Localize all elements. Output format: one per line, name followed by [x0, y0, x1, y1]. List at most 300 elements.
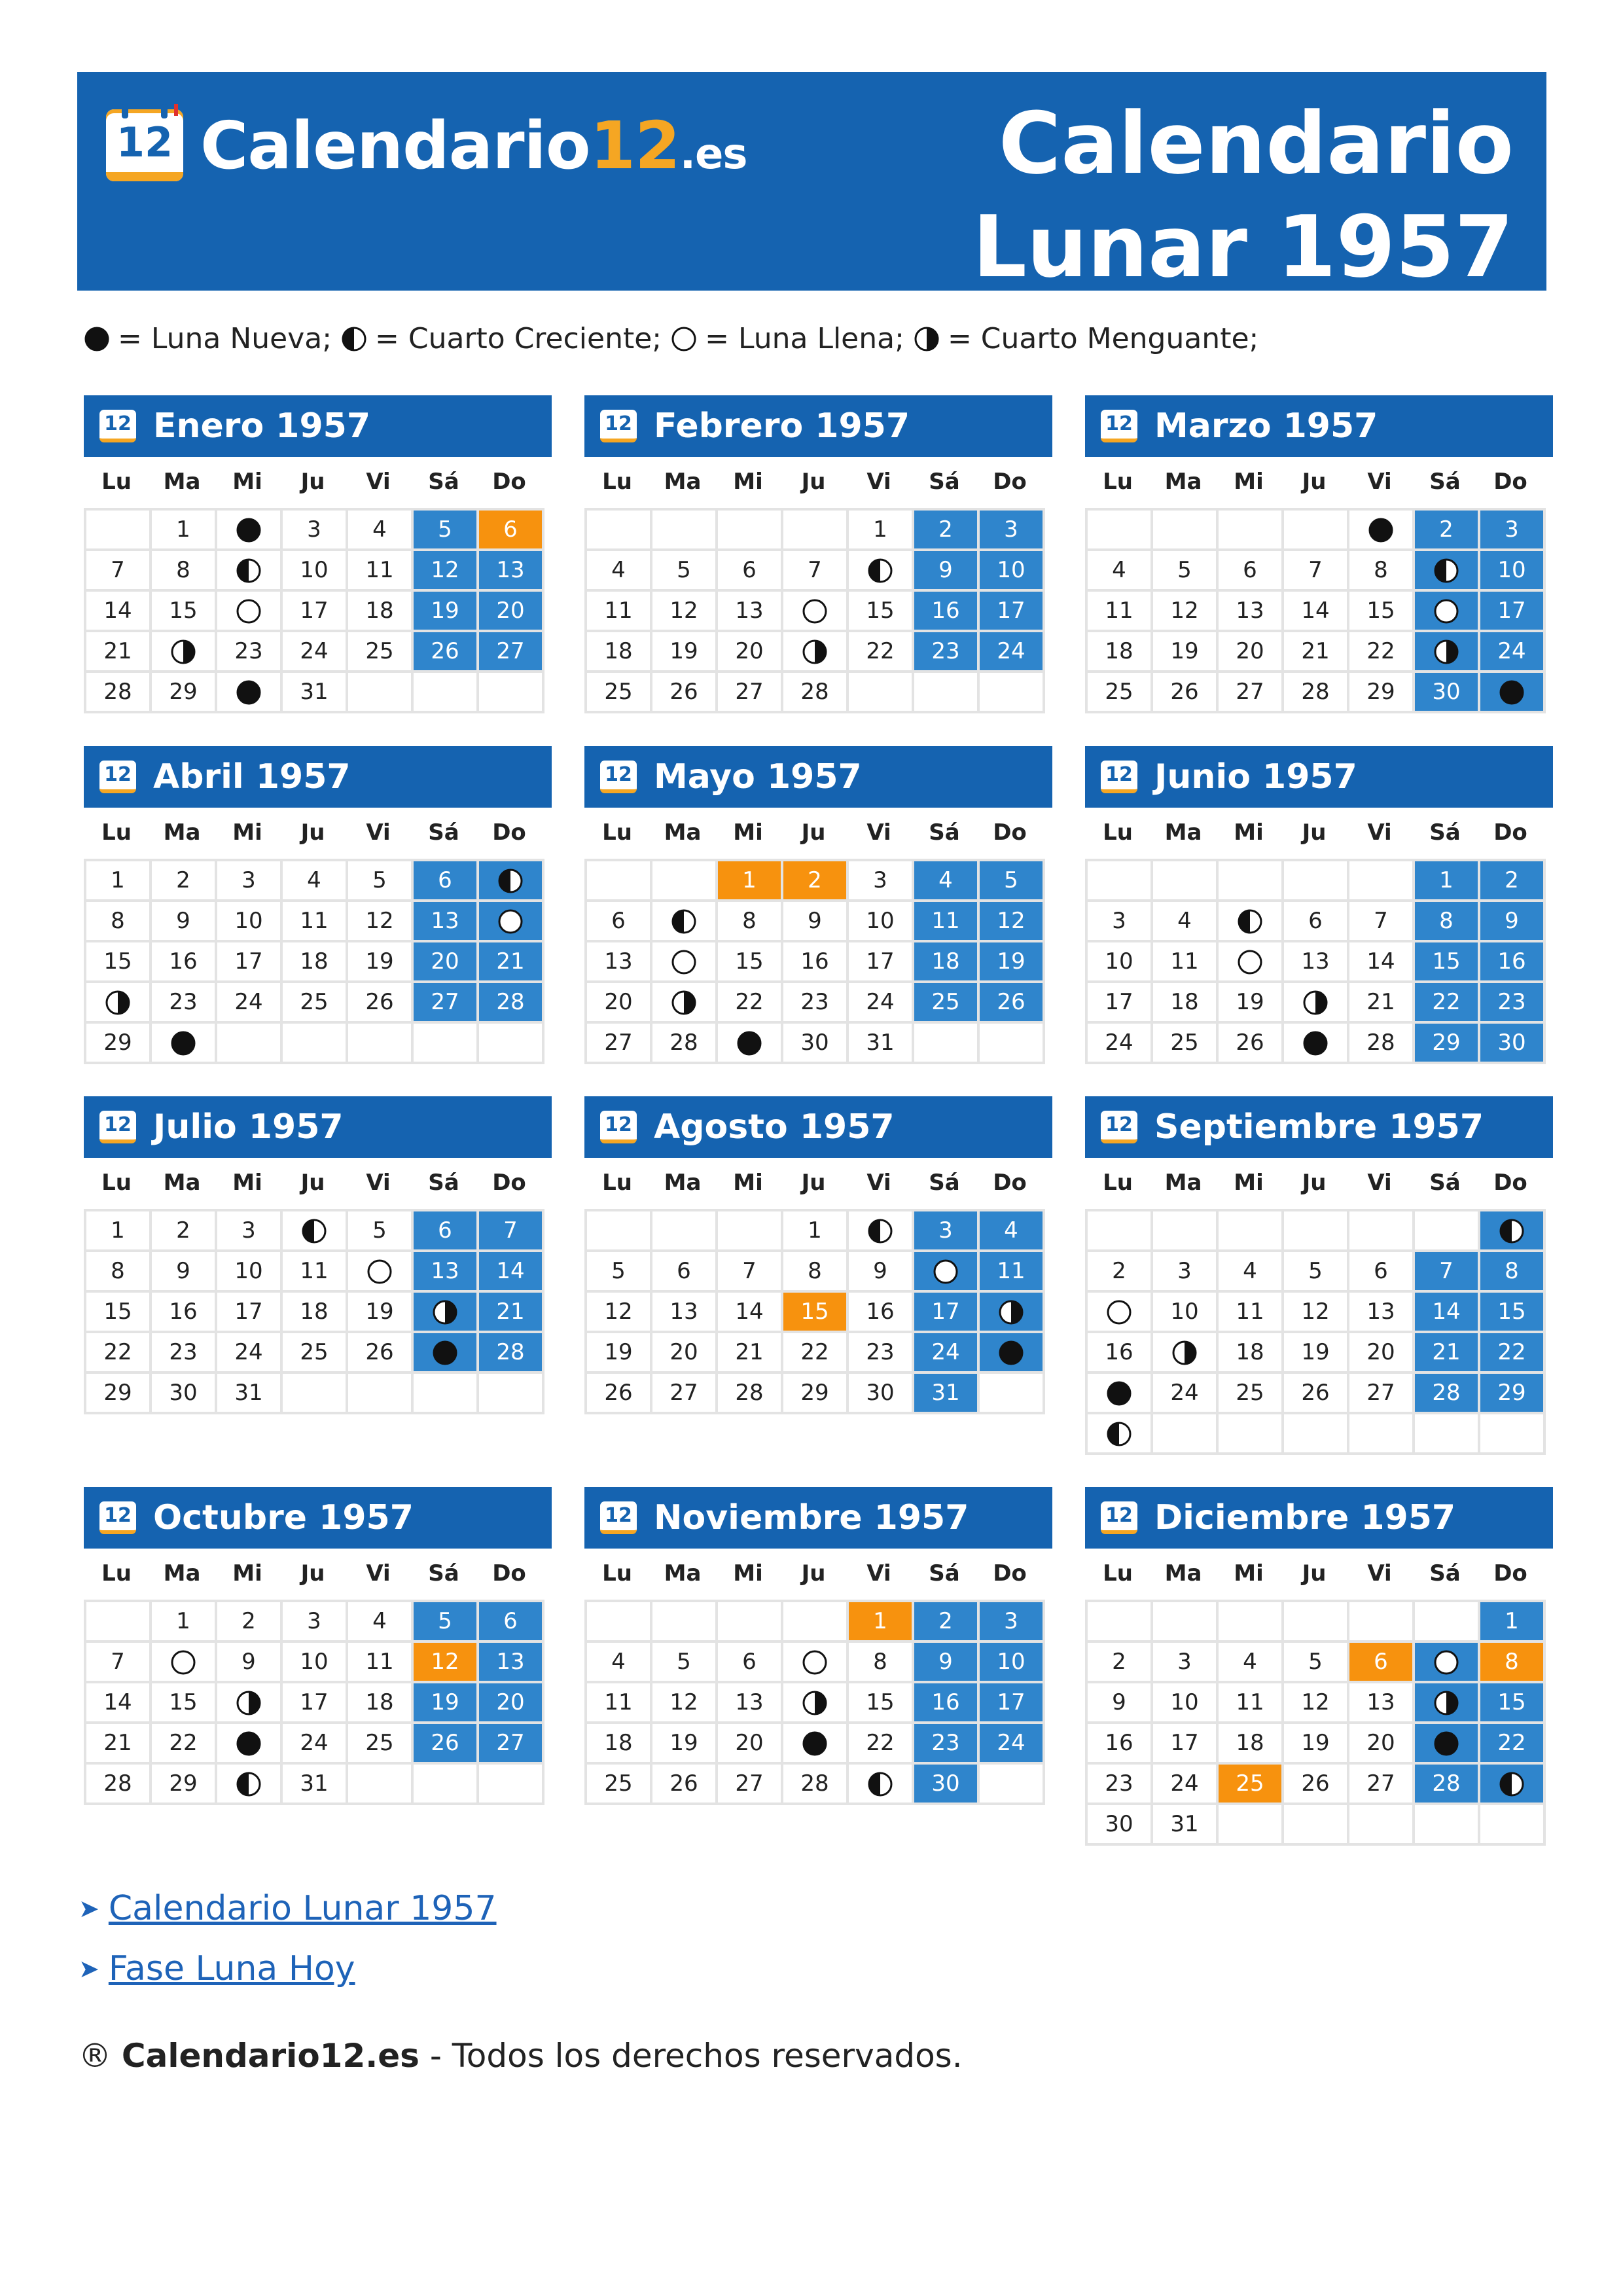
day-cell[interactable]: 2 [216, 1601, 281, 1641]
day-cell[interactable]: 22 [1348, 631, 1414, 672]
day-cell[interactable]: 10 [1479, 550, 1544, 590]
day-cell[interactable]: 19 [1217, 982, 1283, 1022]
day-cell[interactable]: 25 [913, 982, 978, 1022]
day-cell[interactable]: 11 [913, 901, 978, 941]
day-cell[interactable]: 6 [717, 550, 782, 590]
day-cell[interactable]: 17 [281, 1682, 347, 1723]
day-cell[interactable]: 25 [281, 1332, 347, 1372]
site-logo[interactable] [106, 106, 747, 185]
day-cell[interactable]: 10 [216, 901, 281, 941]
day-cell[interactable]: 28 [85, 672, 151, 712]
day-cell[interactable]: 25 [1217, 1763, 1283, 1804]
day-cell[interactable]: 22 [85, 1332, 151, 1372]
day-cell[interactable]: 31 [281, 1763, 347, 1804]
day-cell[interactable]: 15 [847, 590, 913, 631]
day-cell[interactable]: 14 [85, 1682, 151, 1723]
day-cell[interactable]: 10 [281, 1641, 347, 1682]
day-cell[interactable]: 9 [151, 1251, 216, 1291]
day-cell[interactable]: 6 [717, 1641, 782, 1682]
day-cell[interactable]: 18 [1152, 982, 1217, 1022]
day-cell[interactable] [782, 631, 847, 672]
day-cell[interactable] [717, 1022, 782, 1063]
day-cell[interactable]: 27 [1348, 1763, 1414, 1804]
day-cell[interactable] [782, 590, 847, 631]
day-cell[interactable]: 14 [1414, 1291, 1479, 1332]
day-cell[interactable]: 10 [847, 901, 913, 941]
day-cell[interactable] [1086, 1291, 1152, 1332]
day-cell[interactable]: 9 [847, 1251, 913, 1291]
day-cell[interactable]: 19 [412, 590, 478, 631]
day-cell[interactable]: 3 [216, 860, 281, 901]
day-cell[interactable]: 21 [85, 1723, 151, 1763]
day-cell[interactable]: 13 [651, 1291, 717, 1332]
day-cell[interactable]: 20 [651, 1332, 717, 1372]
day-cell[interactable]: 9 [216, 1641, 281, 1682]
day-cell[interactable]: 11 [586, 590, 651, 631]
day-cell[interactable]: 6 [478, 509, 543, 550]
day-cell[interactable] [1283, 982, 1348, 1022]
day-cell[interactable]: 5 [978, 860, 1044, 901]
day-cell[interactable]: 10 [1152, 1291, 1217, 1332]
day-cell[interactable]: 16 [913, 590, 978, 631]
day-cell[interactable]: 18 [586, 631, 651, 672]
day-cell[interactable]: 4 [1217, 1251, 1283, 1291]
day-cell[interactable]: 15 [1348, 590, 1414, 631]
day-cell[interactable]: 13 [412, 901, 478, 941]
day-cell[interactable] [1086, 1413, 1152, 1454]
day-cell[interactable]: 21 [478, 941, 543, 982]
day-cell[interactable]: 19 [412, 1682, 478, 1723]
day-cell[interactable] [1479, 1210, 1544, 1251]
day-cell[interactable]: 27 [717, 672, 782, 712]
day-cell[interactable]: 18 [1217, 1332, 1283, 1372]
day-cell[interactable] [1414, 590, 1479, 631]
day-cell[interactable]: 13 [1217, 590, 1283, 631]
day-cell[interactable]: 31 [281, 672, 347, 712]
day-cell[interactable]: 2 [151, 1210, 216, 1251]
day-cell[interactable]: 28 [782, 1763, 847, 1804]
day-cell[interactable] [1414, 1682, 1479, 1723]
day-cell[interactable]: 20 [1348, 1332, 1414, 1372]
day-cell[interactable]: 28 [1414, 1763, 1479, 1804]
day-cell[interactable]: 23 [1086, 1763, 1152, 1804]
day-cell[interactable]: 16 [913, 1682, 978, 1723]
day-cell[interactable]: 16 [151, 1291, 216, 1332]
day-cell[interactable]: 17 [847, 941, 913, 982]
day-cell[interactable]: 26 [1217, 1022, 1283, 1063]
day-cell[interactable]: 17 [216, 1291, 281, 1332]
day-cell[interactable]: 19 [1283, 1332, 1348, 1372]
day-cell[interactable]: 13 [478, 1641, 543, 1682]
day-cell[interactable]: 12 [1283, 1682, 1348, 1723]
day-cell[interactable]: 24 [978, 1723, 1044, 1763]
day-cell[interactable]: 7 [717, 1251, 782, 1291]
day-cell[interactable] [216, 672, 281, 712]
day-cell[interactable]: 23 [847, 1332, 913, 1372]
day-cell[interactable]: 4 [586, 550, 651, 590]
day-cell[interactable]: 4 [281, 860, 347, 901]
day-cell[interactable]: 12 [651, 590, 717, 631]
day-cell[interactable]: 5 [412, 1601, 478, 1641]
day-cell[interactable]: 14 [717, 1291, 782, 1332]
day-cell[interactable] [1414, 1641, 1479, 1682]
day-cell[interactable]: 18 [281, 941, 347, 982]
day-cell[interactable]: 11 [1086, 590, 1152, 631]
day-cell[interactable]: 12 [1152, 590, 1217, 631]
day-cell[interactable]: 26 [1283, 1372, 1348, 1413]
day-cell[interactable]: 24 [216, 982, 281, 1022]
day-cell[interactable]: 3 [1152, 1641, 1217, 1682]
day-cell[interactable]: 21 [1414, 1332, 1479, 1372]
day-cell[interactable] [412, 1291, 478, 1332]
day-cell[interactable]: 1 [782, 1210, 847, 1251]
day-cell[interactable]: 26 [586, 1372, 651, 1413]
day-cell[interactable]: 21 [1348, 982, 1414, 1022]
day-cell[interactable]: 17 [1479, 590, 1544, 631]
day-cell[interactable]: 17 [216, 941, 281, 982]
day-cell[interactable]: 8 [151, 550, 216, 590]
day-cell[interactable]: 6 [1348, 1641, 1414, 1682]
day-cell[interactable]: 30 [782, 1022, 847, 1063]
day-cell[interactable]: 13 [1283, 941, 1348, 982]
day-cell[interactable]: 20 [478, 590, 543, 631]
day-cell[interactable]: 21 [717, 1332, 782, 1372]
day-cell[interactable]: 2 [782, 860, 847, 901]
day-cell[interactable]: 3 [281, 509, 347, 550]
day-cell[interactable]: 7 [85, 550, 151, 590]
day-cell[interactable]: 28 [1283, 672, 1348, 712]
day-cell[interactable]: 12 [586, 1291, 651, 1332]
day-cell[interactable]: 27 [651, 1372, 717, 1413]
day-cell[interactable]: 28 [1414, 1372, 1479, 1413]
day-cell[interactable]: 22 [1414, 982, 1479, 1022]
day-cell[interactable]: 10 [1086, 941, 1152, 982]
day-cell[interactable]: 31 [216, 1372, 281, 1413]
day-cell[interactable]: 8 [85, 1251, 151, 1291]
day-cell[interactable]: 26 [1283, 1763, 1348, 1804]
day-cell[interactable] [478, 860, 543, 901]
day-cell[interactable]: 24 [281, 631, 347, 672]
day-cell[interactable]: 9 [913, 550, 978, 590]
day-cell[interactable]: 1 [717, 860, 782, 901]
day-cell[interactable]: 2 [151, 860, 216, 901]
day-cell[interactable]: 26 [347, 982, 412, 1022]
day-cell[interactable]: 18 [347, 590, 412, 631]
day-cell[interactable]: 24 [1152, 1372, 1217, 1413]
day-cell[interactable]: 20 [717, 1723, 782, 1763]
day-cell[interactable]: 3 [913, 1210, 978, 1251]
day-cell[interactable] [782, 1641, 847, 1682]
day-cell[interactable]: 5 [347, 860, 412, 901]
day-cell[interactable] [85, 982, 151, 1022]
day-cell[interactable]: 3 [1479, 509, 1544, 550]
day-cell[interactable]: 10 [978, 1641, 1044, 1682]
day-cell[interactable] [1414, 631, 1479, 672]
day-cell[interactable] [782, 1723, 847, 1763]
day-cell[interactable]: 26 [412, 1723, 478, 1763]
day-cell[interactable]: 23 [913, 1723, 978, 1763]
day-cell[interactable]: 4 [586, 1641, 651, 1682]
day-cell[interactable]: 8 [1414, 901, 1479, 941]
day-cell[interactable]: 1 [85, 1210, 151, 1251]
day-cell[interactable] [1152, 1332, 1217, 1372]
day-cell[interactable]: 31 [847, 1022, 913, 1063]
day-cell[interactable]: 1 [151, 509, 216, 550]
day-cell[interactable]: 7 [85, 1641, 151, 1682]
day-cell[interactable]: 3 [216, 1210, 281, 1251]
day-cell[interactable] [978, 1291, 1044, 1332]
day-cell[interactable] [1217, 941, 1283, 982]
day-cell[interactable]: 20 [412, 941, 478, 982]
day-cell[interactable]: 8 [1479, 1251, 1544, 1291]
day-cell[interactable]: 1 [847, 1601, 913, 1641]
day-cell[interactable]: 1 [151, 1601, 216, 1641]
day-cell[interactable] [216, 550, 281, 590]
day-cell[interactable]: 18 [586, 1723, 651, 1763]
day-cell[interactable]: 13 [586, 941, 651, 982]
day-cell[interactable]: 8 [847, 1641, 913, 1682]
day-cell[interactable]: 10 [281, 550, 347, 590]
day-cell[interactable]: 30 [847, 1372, 913, 1413]
day-cell[interactable]: 31 [1152, 1804, 1217, 1844]
day-cell[interactable]: 5 [651, 550, 717, 590]
day-cell[interactable]: 14 [1348, 941, 1414, 982]
day-cell[interactable] [216, 1723, 281, 1763]
day-cell[interactable]: 28 [782, 672, 847, 712]
day-cell[interactable] [1479, 672, 1544, 712]
day-cell[interactable]: 13 [1348, 1682, 1414, 1723]
day-cell[interactable]: 9 [1479, 901, 1544, 941]
day-cell[interactable]: 19 [1283, 1723, 1348, 1763]
day-cell[interactable]: 6 [412, 860, 478, 901]
day-cell[interactable]: 23 [151, 982, 216, 1022]
day-cell[interactable]: 25 [347, 631, 412, 672]
day-cell[interactable]: 15 [151, 590, 216, 631]
day-cell[interactable] [216, 1763, 281, 1804]
day-cell[interactable]: 24 [281, 1723, 347, 1763]
day-cell[interactable] [1217, 901, 1283, 941]
day-cell[interactable]: 7 [782, 550, 847, 590]
day-cell[interactable]: 3 [281, 1601, 347, 1641]
day-cell[interactable]: 24 [978, 631, 1044, 672]
day-cell[interactable]: 25 [586, 1763, 651, 1804]
day-cell[interactable]: 4 [1152, 901, 1217, 941]
day-cell[interactable]: 30 [1414, 672, 1479, 712]
day-cell[interactable] [151, 1641, 216, 1682]
day-cell[interactable]: 14 [478, 1251, 543, 1291]
day-cell[interactable] [1348, 509, 1414, 550]
day-cell[interactable]: 17 [1152, 1723, 1217, 1763]
day-cell[interactable]: 8 [1348, 550, 1414, 590]
day-cell[interactable] [216, 1682, 281, 1723]
day-cell[interactable]: 22 [717, 982, 782, 1022]
day-cell[interactable]: 2 [1086, 1641, 1152, 1682]
day-cell[interactable]: 2 [1414, 509, 1479, 550]
day-cell[interactable]: 15 [151, 1682, 216, 1723]
day-cell[interactable]: 17 [1086, 982, 1152, 1022]
day-cell[interactable]: 6 [651, 1251, 717, 1291]
day-cell[interactable]: 26 [1152, 672, 1217, 712]
day-cell[interactable] [847, 1210, 913, 1251]
day-cell[interactable]: 12 [412, 550, 478, 590]
day-cell[interactable]: 13 [478, 550, 543, 590]
day-cell[interactable]: 11 [978, 1251, 1044, 1291]
day-cell[interactable]: 4 [347, 509, 412, 550]
day-cell[interactable]: 28 [1348, 1022, 1414, 1063]
day-cell[interactable]: 12 [1283, 1291, 1348, 1332]
day-cell[interactable]: 11 [1217, 1682, 1283, 1723]
day-cell[interactable]: 20 [586, 982, 651, 1022]
day-cell[interactable]: 8 [85, 901, 151, 941]
day-cell[interactable]: 24 [847, 982, 913, 1022]
day-cell[interactable]: 28 [85, 1763, 151, 1804]
day-cell[interactable]: 18 [281, 1291, 347, 1332]
day-cell[interactable] [151, 631, 216, 672]
day-cell[interactable]: 21 [1283, 631, 1348, 672]
day-cell[interactable]: 28 [478, 1332, 543, 1372]
day-cell[interactable]: 5 [347, 1210, 412, 1251]
day-cell[interactable] [281, 1210, 347, 1251]
day-cell[interactable]: 12 [651, 1682, 717, 1723]
day-cell[interactable]: 1 [85, 860, 151, 901]
day-cell[interactable]: 5 [586, 1251, 651, 1291]
day-cell[interactable]: 9 [913, 1641, 978, 1682]
day-cell[interactable] [913, 1251, 978, 1291]
day-cell[interactable]: 23 [151, 1332, 216, 1372]
day-cell[interactable]: 21 [85, 631, 151, 672]
day-cell[interactable]: 29 [1479, 1372, 1544, 1413]
day-cell[interactable]: 15 [782, 1291, 847, 1332]
day-cell[interactable]: 29 [782, 1372, 847, 1413]
day-cell[interactable]: 6 [1283, 901, 1348, 941]
day-cell[interactable]: 31 [913, 1372, 978, 1413]
day-cell[interactable]: 11 [1217, 1291, 1283, 1332]
day-cell[interactable]: 2 [913, 1601, 978, 1641]
day-cell[interactable]: 15 [1414, 941, 1479, 982]
day-cell[interactable]: 27 [412, 982, 478, 1022]
day-cell[interactable]: 16 [1086, 1723, 1152, 1763]
day-cell[interactable]: 24 [216, 1332, 281, 1372]
day-cell[interactable]: 18 [1217, 1723, 1283, 1763]
day-cell[interactable]: 23 [216, 631, 281, 672]
day-cell[interactable]: 15 [717, 941, 782, 982]
day-cell[interactable]: 16 [1479, 941, 1544, 982]
day-cell[interactable]: 22 [1479, 1723, 1544, 1763]
day-cell[interactable]: 7 [1414, 1251, 1479, 1291]
day-cell[interactable]: 6 [478, 1601, 543, 1641]
day-cell[interactable]: 19 [586, 1332, 651, 1372]
day-cell[interactable]: 1 [1414, 860, 1479, 901]
day-cell[interactable]: 3 [978, 1601, 1044, 1641]
day-cell[interactable] [1283, 1022, 1348, 1063]
day-cell[interactable]: 2 [1479, 860, 1544, 901]
day-cell[interactable]: 5 [651, 1641, 717, 1682]
day-cell[interactable]: 1 [847, 509, 913, 550]
day-cell[interactable]: 13 [717, 590, 782, 631]
day-cell[interactable] [782, 1682, 847, 1723]
day-cell[interactable] [847, 550, 913, 590]
day-cell[interactable]: 4 [1086, 550, 1152, 590]
day-cell[interactable]: 7 [1283, 550, 1348, 590]
day-cell[interactable]: 4 [913, 860, 978, 901]
day-cell[interactable]: 19 [347, 941, 412, 982]
day-cell[interactable] [978, 1332, 1044, 1372]
day-cell[interactable]: 2 [913, 509, 978, 550]
day-cell[interactable]: 30 [913, 1763, 978, 1804]
day-cell[interactable]: 10 [1152, 1682, 1217, 1723]
day-cell[interactable]: 2 [1086, 1251, 1152, 1291]
day-cell[interactable]: 22 [151, 1723, 216, 1763]
day-cell[interactable]: 25 [1217, 1372, 1283, 1413]
day-cell[interactable]: 11 [281, 901, 347, 941]
day-cell[interactable]: 15 [1479, 1291, 1544, 1332]
day-cell[interactable]: 12 [412, 1641, 478, 1682]
day-cell[interactable]: 18 [347, 1682, 412, 1723]
day-cell[interactable]: 16 [1086, 1332, 1152, 1372]
day-cell[interactable]: 22 [847, 1723, 913, 1763]
day-cell[interactable]: 18 [1086, 631, 1152, 672]
day-cell[interactable]: 17 [281, 590, 347, 631]
day-cell[interactable] [1414, 550, 1479, 590]
day-cell[interactable]: 11 [281, 1251, 347, 1291]
day-cell[interactable]: 13 [412, 1251, 478, 1291]
day-cell[interactable]: 26 [978, 982, 1044, 1022]
day-cell[interactable]: 25 [1152, 1022, 1217, 1063]
day-cell[interactable]: 17 [978, 1682, 1044, 1723]
day-cell[interactable]: 5 [1283, 1251, 1348, 1291]
day-cell[interactable] [847, 1763, 913, 1804]
day-cell[interactable]: 26 [347, 1332, 412, 1372]
day-cell[interactable]: 9 [782, 901, 847, 941]
day-cell[interactable]: 20 [478, 1682, 543, 1723]
day-cell[interactable]: 6 [586, 901, 651, 941]
day-cell[interactable]: 8 [717, 901, 782, 941]
day-cell[interactable]: 27 [478, 631, 543, 672]
day-cell[interactable]: 3 [847, 860, 913, 901]
day-cell[interactable] [651, 982, 717, 1022]
day-cell[interactable]: 27 [1217, 672, 1283, 712]
day-cell[interactable]: 7 [1348, 901, 1414, 941]
day-cell[interactable]: 20 [1217, 631, 1283, 672]
day-cell[interactable]: 1 [1479, 1601, 1544, 1641]
day-cell[interactable]: 23 [913, 631, 978, 672]
day-cell[interactable] [216, 509, 281, 550]
day-cell[interactable]: 5 [1152, 550, 1217, 590]
day-cell[interactable]: 6 [412, 1210, 478, 1251]
day-cell[interactable]: 4 [347, 1601, 412, 1641]
day-cell[interactable]: 16 [151, 941, 216, 982]
day-cell[interactable]: 27 [1348, 1372, 1414, 1413]
day-cell[interactable]: 5 [412, 509, 478, 550]
day-cell[interactable]: 28 [478, 982, 543, 1022]
day-cell[interactable] [1479, 1763, 1544, 1804]
day-cell[interactable]: 13 [717, 1682, 782, 1723]
day-cell[interactable]: 29 [1348, 672, 1414, 712]
day-cell[interactable]: 22 [782, 1332, 847, 1372]
day-cell[interactable]: 3 [1086, 901, 1152, 941]
day-cell[interactable]: 19 [978, 941, 1044, 982]
day-cell[interactable]: 25 [586, 672, 651, 712]
day-cell[interactable]: 11 [586, 1682, 651, 1723]
day-cell[interactable]: 29 [85, 1372, 151, 1413]
day-cell[interactable]: 11 [1152, 941, 1217, 982]
day-cell[interactable]: 11 [347, 1641, 412, 1682]
day-cell[interactable]: 29 [151, 672, 216, 712]
day-cell[interactable]: 4 [1217, 1641, 1283, 1682]
day-cell[interactable]: 22 [1479, 1332, 1544, 1372]
day-cell[interactable]: 24 [1479, 631, 1544, 672]
day-cell[interactable]: 26 [651, 672, 717, 712]
